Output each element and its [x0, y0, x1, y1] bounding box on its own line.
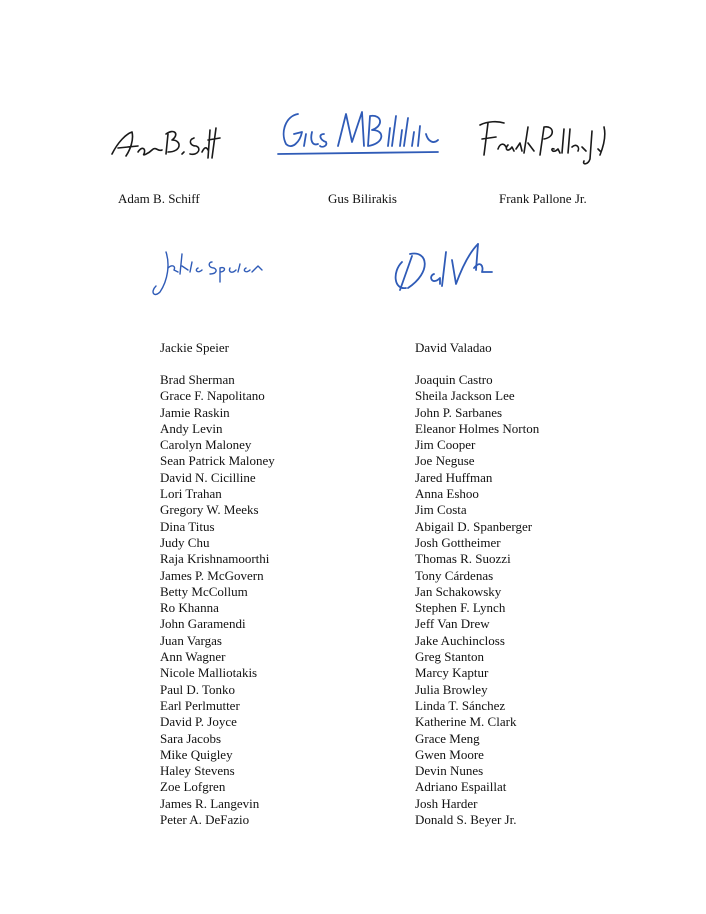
list-item: Katherine M. Clark: [415, 714, 517, 730]
list-item: Ro Khanna: [160, 600, 219, 616]
list-item: Andy Levin: [160, 420, 223, 436]
list-item: Donald S. Beyer Jr.: [415, 812, 517, 828]
list-item: Juan Vargas: [160, 632, 222, 648]
signature-frank-pallone: [474, 115, 614, 170]
list-item: Jake Auchincloss: [415, 632, 505, 648]
list-item: Grace F. Napolitano: [160, 388, 265, 404]
list-item: Joe Neguse: [415, 453, 475, 469]
list-item: Josh Gottheimer: [415, 534, 501, 550]
list-item: Jim Costa: [415, 502, 467, 518]
cosigner-list-right: [415, 372, 539, 828]
list-item: Joaquin Castro: [415, 372, 493, 387]
list-item: Grace Meng: [415, 730, 480, 746]
signer-name: Frank Pallone Jr.: [499, 191, 587, 206]
signer-name: Adam B. Schiff: [118, 191, 200, 206]
list-item: Paul D. Tonko: [160, 681, 236, 697]
list-item: Ann Wagner: [160, 649, 226, 665]
list-item: Thomas R. Suozzi: [415, 551, 511, 567]
list-item: Jamie Raskin: [160, 404, 230, 420]
list-item: Adriano Espaillat: [415, 779, 507, 795]
list-item: John P. Sarbanes: [415, 404, 503, 420]
list-item: Sheila Jackson Lee: [415, 388, 515, 404]
list-item: Stephen F. Lynch: [415, 600, 506, 616]
list-item: Gwen Moore: [415, 746, 484, 762]
list-item: Dina Titus: [160, 518, 215, 534]
signer-name: David Valadao: [415, 340, 492, 355]
list-item: James R. Langevin: [160, 795, 260, 811]
list-item: Tony Cárdenas: [415, 567, 494, 583]
list-item: Devin Nunes: [415, 763, 484, 779]
list-item: James P. McGovern: [160, 567, 264, 583]
list-item: Abigail D. Spanberger: [415, 518, 533, 534]
list-item: Judy Chu: [160, 534, 210, 550]
list-item: David N. Cicilline: [160, 469, 256, 485]
list-item: Sara Jacobs: [160, 730, 222, 746]
list-item: Betty McCollum: [160, 583, 248, 599]
list-item: Marcy Kaptur: [415, 665, 489, 681]
list-item: Jared Huffman: [415, 469, 493, 485]
signature-david-valadao: [388, 232, 518, 298]
signature-gus-bilirakis: [268, 104, 448, 164]
list-item: Anna Eshoo: [415, 486, 479, 502]
list-item: Linda T. Sánchez: [415, 697, 506, 713]
list-item: Peter A. DeFazio: [160, 812, 250, 828]
list-item: Raja Krishnamoorthi: [160, 551, 270, 567]
signer-name: Jackie Speier: [160, 340, 229, 355]
list-item: Josh Harder: [415, 795, 478, 811]
signer-name: Gus Bilirakis: [328, 191, 397, 206]
list-item: Jeff Van Drew: [415, 616, 490, 632]
list-item: John Garamendi: [160, 616, 246, 632]
list-item: Mike Quigley: [160, 746, 233, 762]
list-item: Gregory W. Meeks: [160, 502, 259, 518]
list-item: Greg Stanton: [415, 649, 484, 665]
list-item: Jim Cooper: [415, 437, 476, 453]
list-item: Sean Patrick Maloney: [160, 453, 275, 469]
list-item: Jan Schakowsky: [415, 583, 502, 599]
signature-adam-schiff: [108, 118, 228, 166]
list-item: Eleanor Holmes Norton: [415, 420, 540, 436]
signature-jackie-speier: [146, 240, 276, 302]
cosigner-list-left: [160, 372, 275, 828]
list-item: Haley Stevens: [160, 763, 235, 779]
list-item: David P. Joyce: [160, 714, 237, 730]
list-item: Earl Perlmutter: [160, 697, 240, 713]
list-item: Julia Browley: [415, 681, 488, 697]
list-item: Lori Trahan: [160, 486, 222, 502]
list-item: Zoe Lofgren: [160, 779, 226, 795]
list-item: Nicole Malliotakis: [160, 665, 258, 681]
list-item: Brad Sherman: [160, 372, 235, 387]
list-item: Carolyn Maloney: [160, 437, 252, 453]
